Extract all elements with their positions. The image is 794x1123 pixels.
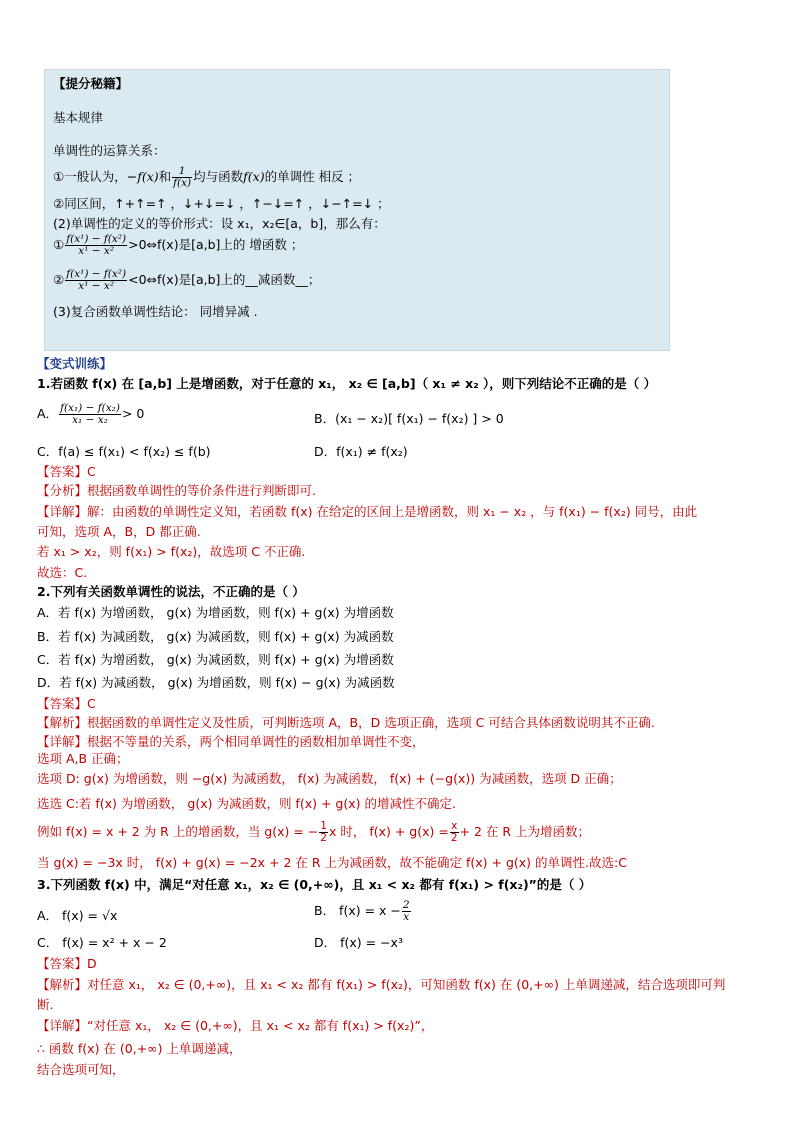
q2-detail-4: 选选 C:若 f(x) 为增函数， g(x) 为减函数，则 f(x) + g(x) 的增减性不确定.	[37, 796, 456, 811]
tip-line-6-post: <0⇔f(x)是[a,b]上的__减函数__；	[128, 272, 321, 287]
tip-line-6-pre: ②	[53, 272, 65, 287]
q1-option-c: C．f(a) ≤ f(x₁) < f(x₂) ≤ f(b)	[37, 444, 211, 459]
tip-line-2-e: f(x)	[243, 169, 265, 184]
q2-option-d: D．若 f(x) 为减函数， g(x) 为增函数，则 f(x) − g(x) 为减函数	[37, 675, 395, 690]
tip-line-6-num: f(x¹) − f(x²)	[66, 268, 127, 280]
q3-option-b	[314, 900, 412, 923]
q1-detail-1: 【详解】解：由函数的单调性定义知，若函数 f(x) 在给定的区间上是增函数，则 x₁ − x₂ ，与 f(x₁) − f(x₂) 同号，由此	[37, 504, 698, 519]
tip-line-2-frac-den: f(x)	[173, 177, 192, 189]
q3-option-b-den: x	[403, 911, 410, 923]
tip-line-2-c: 和	[158, 169, 172, 184]
tip-line-5-den: x¹ − x²	[78, 245, 115, 257]
tip-line-2-b: f(x)	[137, 169, 159, 184]
q2-option-a: A．若 f(x) 为增函数， g(x) 为增函数，则 f(x) + g(x) 为增函数	[37, 605, 394, 620]
q3-analysis-2: 断.	[37, 997, 54, 1012]
q3-analysis-1: 【解析】对任意 x₁， x₂ ∈ (0,+∞)，且 x₁ < x₂ 都有 f(x₁) > f(x₂)，可知函数 f(x) 在 (0,+∞) 上单调递减，结合选项即可判	[37, 977, 726, 992]
q2-analysis: 【解析】根据函数的单调性定义及性质，可判断选项 A，B，D 选项正确，选项 C 可结合具体函数说明其不正确.	[37, 715, 655, 730]
tip-title: 【提分秘籍】	[53, 76, 129, 91]
q3-detail-3: 结合选项可知，	[37, 1062, 125, 1077]
q1-option-a-den: x₁ − x₂	[72, 414, 108, 426]
q2-detail-5-fraction-2	[450, 821, 459, 844]
q1-option-d: D．f(x₁) ≠ f(x₂)	[314, 444, 408, 459]
q3-option-b-pre: B． f(x) = x −	[314, 903, 401, 918]
tip-line-2-a: ①一般认为，−	[53, 169, 138, 184]
tip-line-6-fraction	[65, 269, 127, 292]
q2-detail-5-frac1-den: 2	[320, 832, 327, 844]
q3-detail-2: ∴ 函数 f(x) 在 (0,+∞) 上单调递减，	[37, 1041, 242, 1056]
tip-line-2-frac-num: 1	[172, 166, 192, 178]
q1-detail-2: 可知，选项 A，B，D 都正确.	[37, 524, 201, 539]
q2-answer: 【答案】C	[37, 696, 96, 711]
q2-detail-5-b: x 时， f(x) + g(x) =	[328, 824, 449, 839]
q2-detail-3: 选项 D: g(x) 为增函数，则 −g(x) 为减函数， f(x) 为减函数， f(x) + (−g(x)) 为减函数，选项 D 正确；	[37, 771, 622, 786]
q2-detail-5-c: + 2 在 R 上为增函数；	[459, 824, 591, 839]
tip-line-3: ②同区间，↑+↑=↑ ，↓+↓=↓ ，↑−↓=↑ ，↓−↑=↓ ；	[53, 196, 390, 211]
q2-detail-5-frac1-num: 1	[320, 820, 327, 832]
tip-line-7: (3)复合函数单调性结论： 同增异减 .	[53, 304, 258, 319]
q3-stem: 3.下列函数 f(x) 中，满足“对任意 x₁，x₂ ∈ (0,+∞)，且 x₁ < x₂ 都有 f(x₁) > f(x₂)”的是（ ）	[37, 877, 592, 892]
tip-line-2-fraction	[172, 166, 192, 189]
q3-option-b-num: 2	[402, 899, 410, 911]
q3-detail-1: 【详解】“对任意 x₁， x₂ ∈ (0,+∞)，且 x₁ < x₂ 都有 f(x₁) > f(x₂)”，	[37, 1018, 434, 1033]
q2-detail-5-frac2-num: x	[451, 820, 458, 832]
q1-option-a-fraction	[59, 403, 121, 426]
tip-line-1: 单调性的运算关系：	[53, 143, 166, 158]
tip-line-2-f: 的单调性 相反 ；	[264, 169, 361, 184]
q3-option-b-fraction	[402, 900, 411, 923]
tip-line-2	[53, 166, 360, 189]
q1-stem: 1.若函数 f(x) 在 [a,b] 上是增函数，对于任意的 x₁， x₂ ∈ [a,b]（ x₁ ≠ x₂ ），则下列结论不正确的是（ ）	[37, 376, 657, 391]
tip-subtitle: 基本规律	[53, 110, 104, 125]
q2-detail-5-fraction-1	[319, 821, 328, 844]
tip-line-5-fraction	[65, 234, 127, 257]
q1-option-b: B．(x₁ − x₂)[ f(x₁) − f(x₂) ] > 0	[314, 411, 504, 426]
tip-line-4: (2)单调性的定义的等价形式：设 x₁，x₂∈[a，b]，那么有：	[53, 216, 386, 231]
q1-detail-4: 故选：C.	[37, 565, 88, 580]
tip-line-6	[53, 269, 320, 292]
tip-line-5	[53, 234, 303, 257]
q1-analysis: 【分析】根据函数单调性的等价条件进行判断即可.	[37, 483, 316, 498]
q3-answer: 【答案】D	[37, 956, 97, 971]
q2-option-b: B．若 f(x) 为减函数， g(x) 为减函数，则 f(x) + g(x) 为减函数	[37, 629, 394, 644]
q1-detail-3: 若 x₁ > x₂，则 f(x₁) > f(x₂)，故选项 C 不正确.	[37, 544, 306, 559]
q2-detail-5-a: 例如 f(x) = x + 2 为 R 上的增函数，当 g(x) = −	[37, 824, 319, 839]
tip-line-2-d: 均与函数	[193, 169, 244, 184]
q2-detail-6: 当 g(x) = −3x 时， f(x) + g(x) = −2x + 2 在 R 上为减函数，故不能确定 f(x) + g(x) 的单调性.故选:C	[37, 855, 627, 870]
q2-detail-5-frac2-den: 2	[450, 832, 458, 844]
q1-option-a-post: > 0	[121, 406, 145, 421]
tip-line-5-pre: ①	[53, 237, 65, 252]
q2-stem: 2.下列有关函数单调性的说法，不正确的是（ ）	[37, 584, 305, 599]
q2-detail-5	[37, 821, 590, 844]
tip-line-5-num: f(x¹) − f(x²)	[66, 233, 127, 245]
q1-option-a-label: A．	[37, 406, 59, 421]
tip-box	[44, 69, 670, 351]
section-title: 【变式训练】	[37, 356, 113, 371]
q1-answer: 【答案】C	[37, 464, 96, 479]
q3-option-c: C． f(x) = x² + x − 2	[37, 935, 167, 950]
q1-option-a-num: f(x₁) − f(x₂)	[60, 402, 120, 414]
q3-option-a: A． f(x) = √x	[37, 908, 118, 923]
tip-line-6-den: x¹ − x²	[78, 280, 115, 292]
tip-line-5-post: >0⇔f(x)是[a,b]上的 增函数 ；	[128, 237, 304, 252]
q1-option-a	[37, 403, 144, 426]
q3-option-d: D． f(x) = −x³	[314, 935, 403, 950]
q2-option-c: C．若 f(x) 为增函数， g(x) 为减函数，则 f(x) + g(x) 为增函数	[37, 652, 394, 667]
q2-detail-2: 选项 A,B 正确；	[37, 751, 129, 766]
q2-detail-1: 【详解】根据不等量的关系，两个相同单调性的函数相加单调性不变，	[37, 734, 425, 749]
